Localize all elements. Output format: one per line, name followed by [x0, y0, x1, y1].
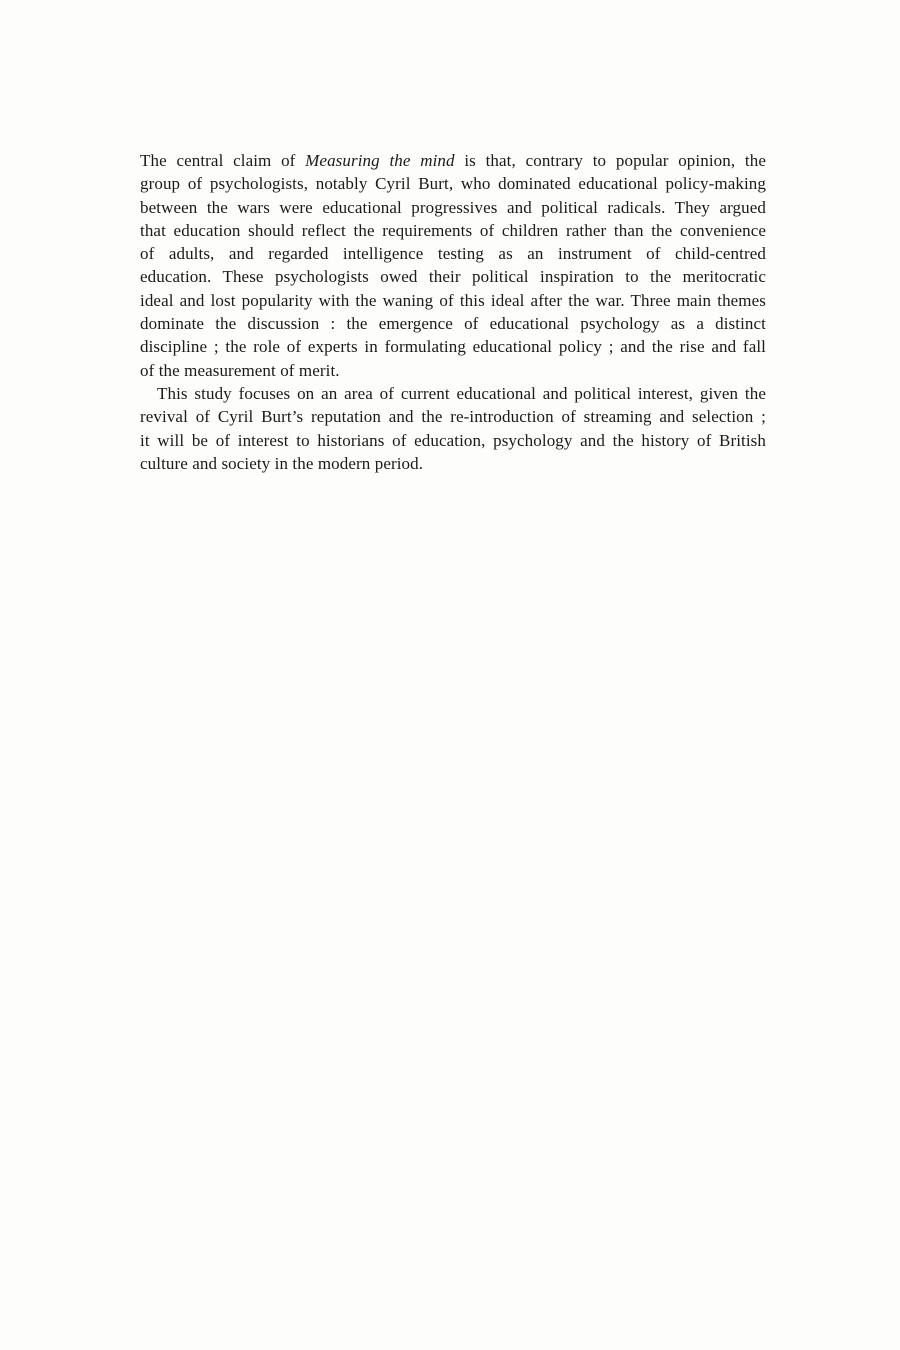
text-line: of the measurement of merit. — [140, 360, 340, 380]
blurb-text-block — [140, 149, 766, 475]
text-line: it will be of interest to historians of education, psychology and the history of British — [140, 430, 766, 450]
text-line: culture and society in the modern period. — [140, 453, 424, 473]
line1-after-title: is that, contrary to popular opinion, the — [454, 151, 766, 170]
text-line: revival of Cyril Burt’s reputation and the re-introduction of streaming and selection ; — [140, 407, 766, 427]
text-line — [140, 149, 766, 172]
text-line: of adults, and regarded intelligence testing as an instrument of child-centred — [140, 244, 766, 264]
text-line: This study focuses on an area of current educational and political interest, given the — [157, 383, 766, 403]
text-line: dominate the discussion : the emergence of educational psychology as a distinct — [140, 314, 766, 334]
text-line: group of psychologists, notably Cyril Burt, who dominated educational policy-making — [140, 174, 766, 194]
text-line: discipline ; the role of experts in formulating educational policy ; and the rise and fall — [140, 337, 766, 357]
line1-before-title: The central claim of — [140, 151, 306, 170]
book-title-italic: Measuring the mind — [305, 151, 455, 170]
paragraph-1 — [140, 149, 766, 382]
text-line: that education should reflect the requirements of children rather than the convenience — [140, 220, 766, 240]
text-line: education. These psychologists owed their political inspiration to the meritocratic — [140, 267, 766, 287]
paragraph-2 — [140, 382, 766, 475]
text-line: between the wars were educational progressives and political radicals. They argued — [140, 197, 766, 217]
text-line: ideal and lost popularity with the waning of this ideal after the war. Three main themes — [140, 290, 766, 310]
